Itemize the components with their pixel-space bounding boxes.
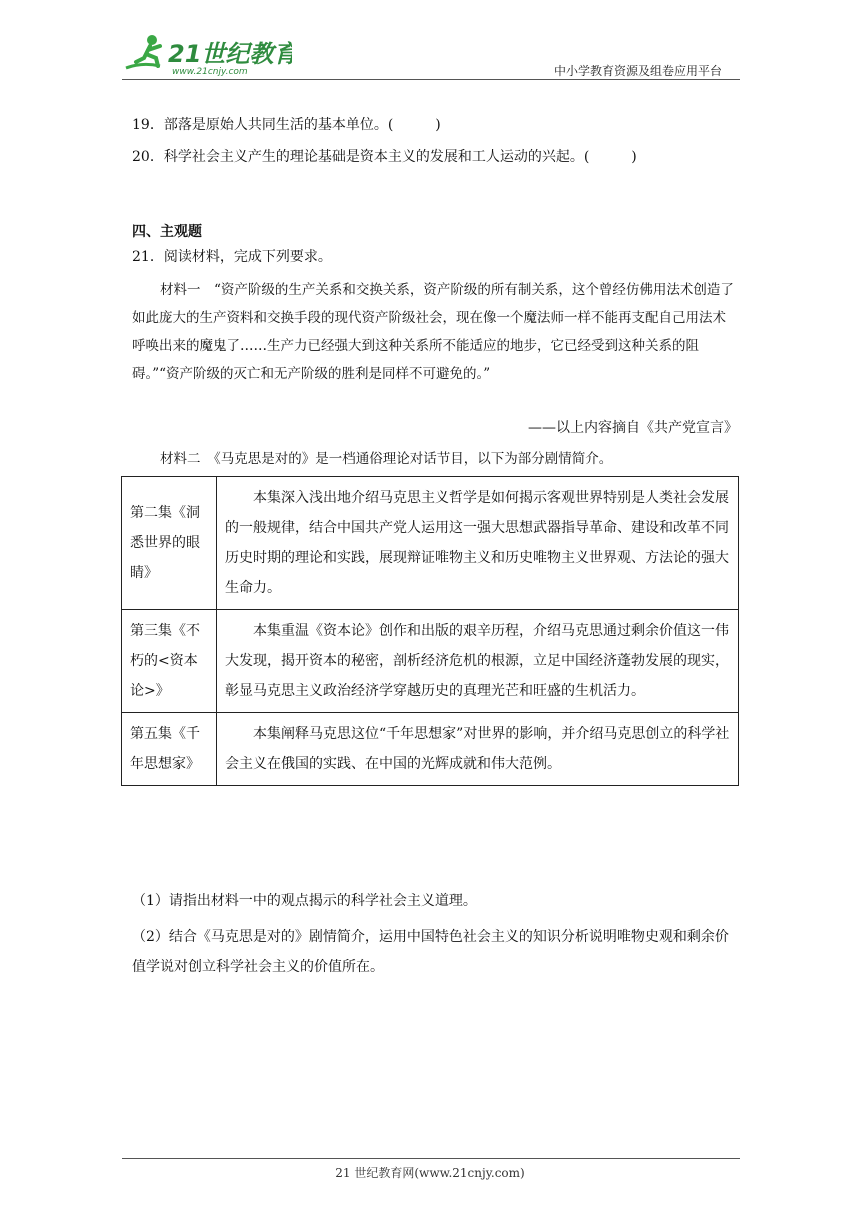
- logo-url: www.21cnjy.com: [172, 67, 248, 76]
- table-row: [122, 713, 739, 786]
- question-20: 20．科学社会主义产生的理论基础是资本主义的发展和工人运动的兴起。( ): [132, 149, 637, 165]
- episode-title: 第五集《千年思想家》: [122, 713, 217, 786]
- material-two-text: 材料二 《马克思是对的》是一档通俗理论对话节目，以下为部分剧情简介。: [160, 451, 613, 467]
- footer-text: 21 世纪教育网(www.21cnjy.com): [335, 1166, 525, 1180]
- episode-title: 第二集《洞悉世界的眼睛》: [122, 477, 217, 610]
- platform-name: 中小学教育资源及组卷应用平台: [553, 64, 722, 78]
- episode-title: 第三集《不朽的<资本论>》: [122, 610, 217, 713]
- section-title: 四、主观题: [132, 224, 202, 240]
- material-one: [132, 276, 738, 388]
- material-one-text: 材料一 “资产阶级的生产关系和交换关系，资产阶级的所有制关系，这个曾经仿佛用法术创造了如此庞大的生产资料和交换手段的现代资产阶级社会，现在像一个魔法师一样不能再支配自己用法术呼唤出来的魔鬼了……生产力已经强大到这种关系所不能适应的地步，它已经受到这种关系的阻碍。”“资产阶级的灭亡和无产阶级的胜利是同样不可避免的。”: [132, 282, 734, 382]
- material-two: [132, 445, 738, 473]
- episode-desc: 本集深入浅出地介绍马克思主义哲学是如何揭示客观世界特别是人类社会发展的一般规律，结合中国共产党人运用这一强大思想武器指导革命、建设和改革不同历史时期的理论和实践，展现辩证唯物主义和历史唯物主义世界观、方法论的强大生命力。: [217, 477, 739, 610]
- sub-question-2: （2）结合《马克思是对的》剧情简介，运用中国特色社会主义的知识分析说明唯物史观和剩余价值学说对创立科学社会主义的价值所在。: [132, 929, 729, 975]
- header-divider: [122, 79, 740, 80]
- sub-question-1: （1）请指出材料一中的观点揭示的科学社会主义道理。: [132, 893, 477, 909]
- logo-text: 21世纪教育: [168, 40, 292, 68]
- episode-desc: 本集阐释马克思这位“千年思想家”对世界的影响，并介绍马克思创立的科学社会主义在俄国的实践、在中国的光辉成就和伟大范例。: [217, 713, 739, 786]
- question-21-stem: 21．阅读材料，完成下列要求。: [132, 249, 332, 265]
- episode-desc: 本集重温《资本论》创作和出版的艰辛历程，介绍马克思通过剩余价值这一伟大发现，揭开资本的秘密，剖析经济危机的根源，立足中国经济蓬勃发展的现实，彰显马克思主义政治经济学穿越历史的真理光芒和旺盛的生机活力。: [217, 610, 739, 713]
- site-logo: [122, 32, 292, 76]
- table-row: [122, 610, 739, 713]
- material-source: ——以上内容摘自《共产党宣言》: [528, 420, 738, 436]
- episode-table: [121, 476, 739, 786]
- footer-divider: [122, 1158, 740, 1159]
- table-row: [122, 477, 739, 610]
- question-19: 19．部落是原始人共同生活的基本单位。( ): [132, 117, 441, 133]
